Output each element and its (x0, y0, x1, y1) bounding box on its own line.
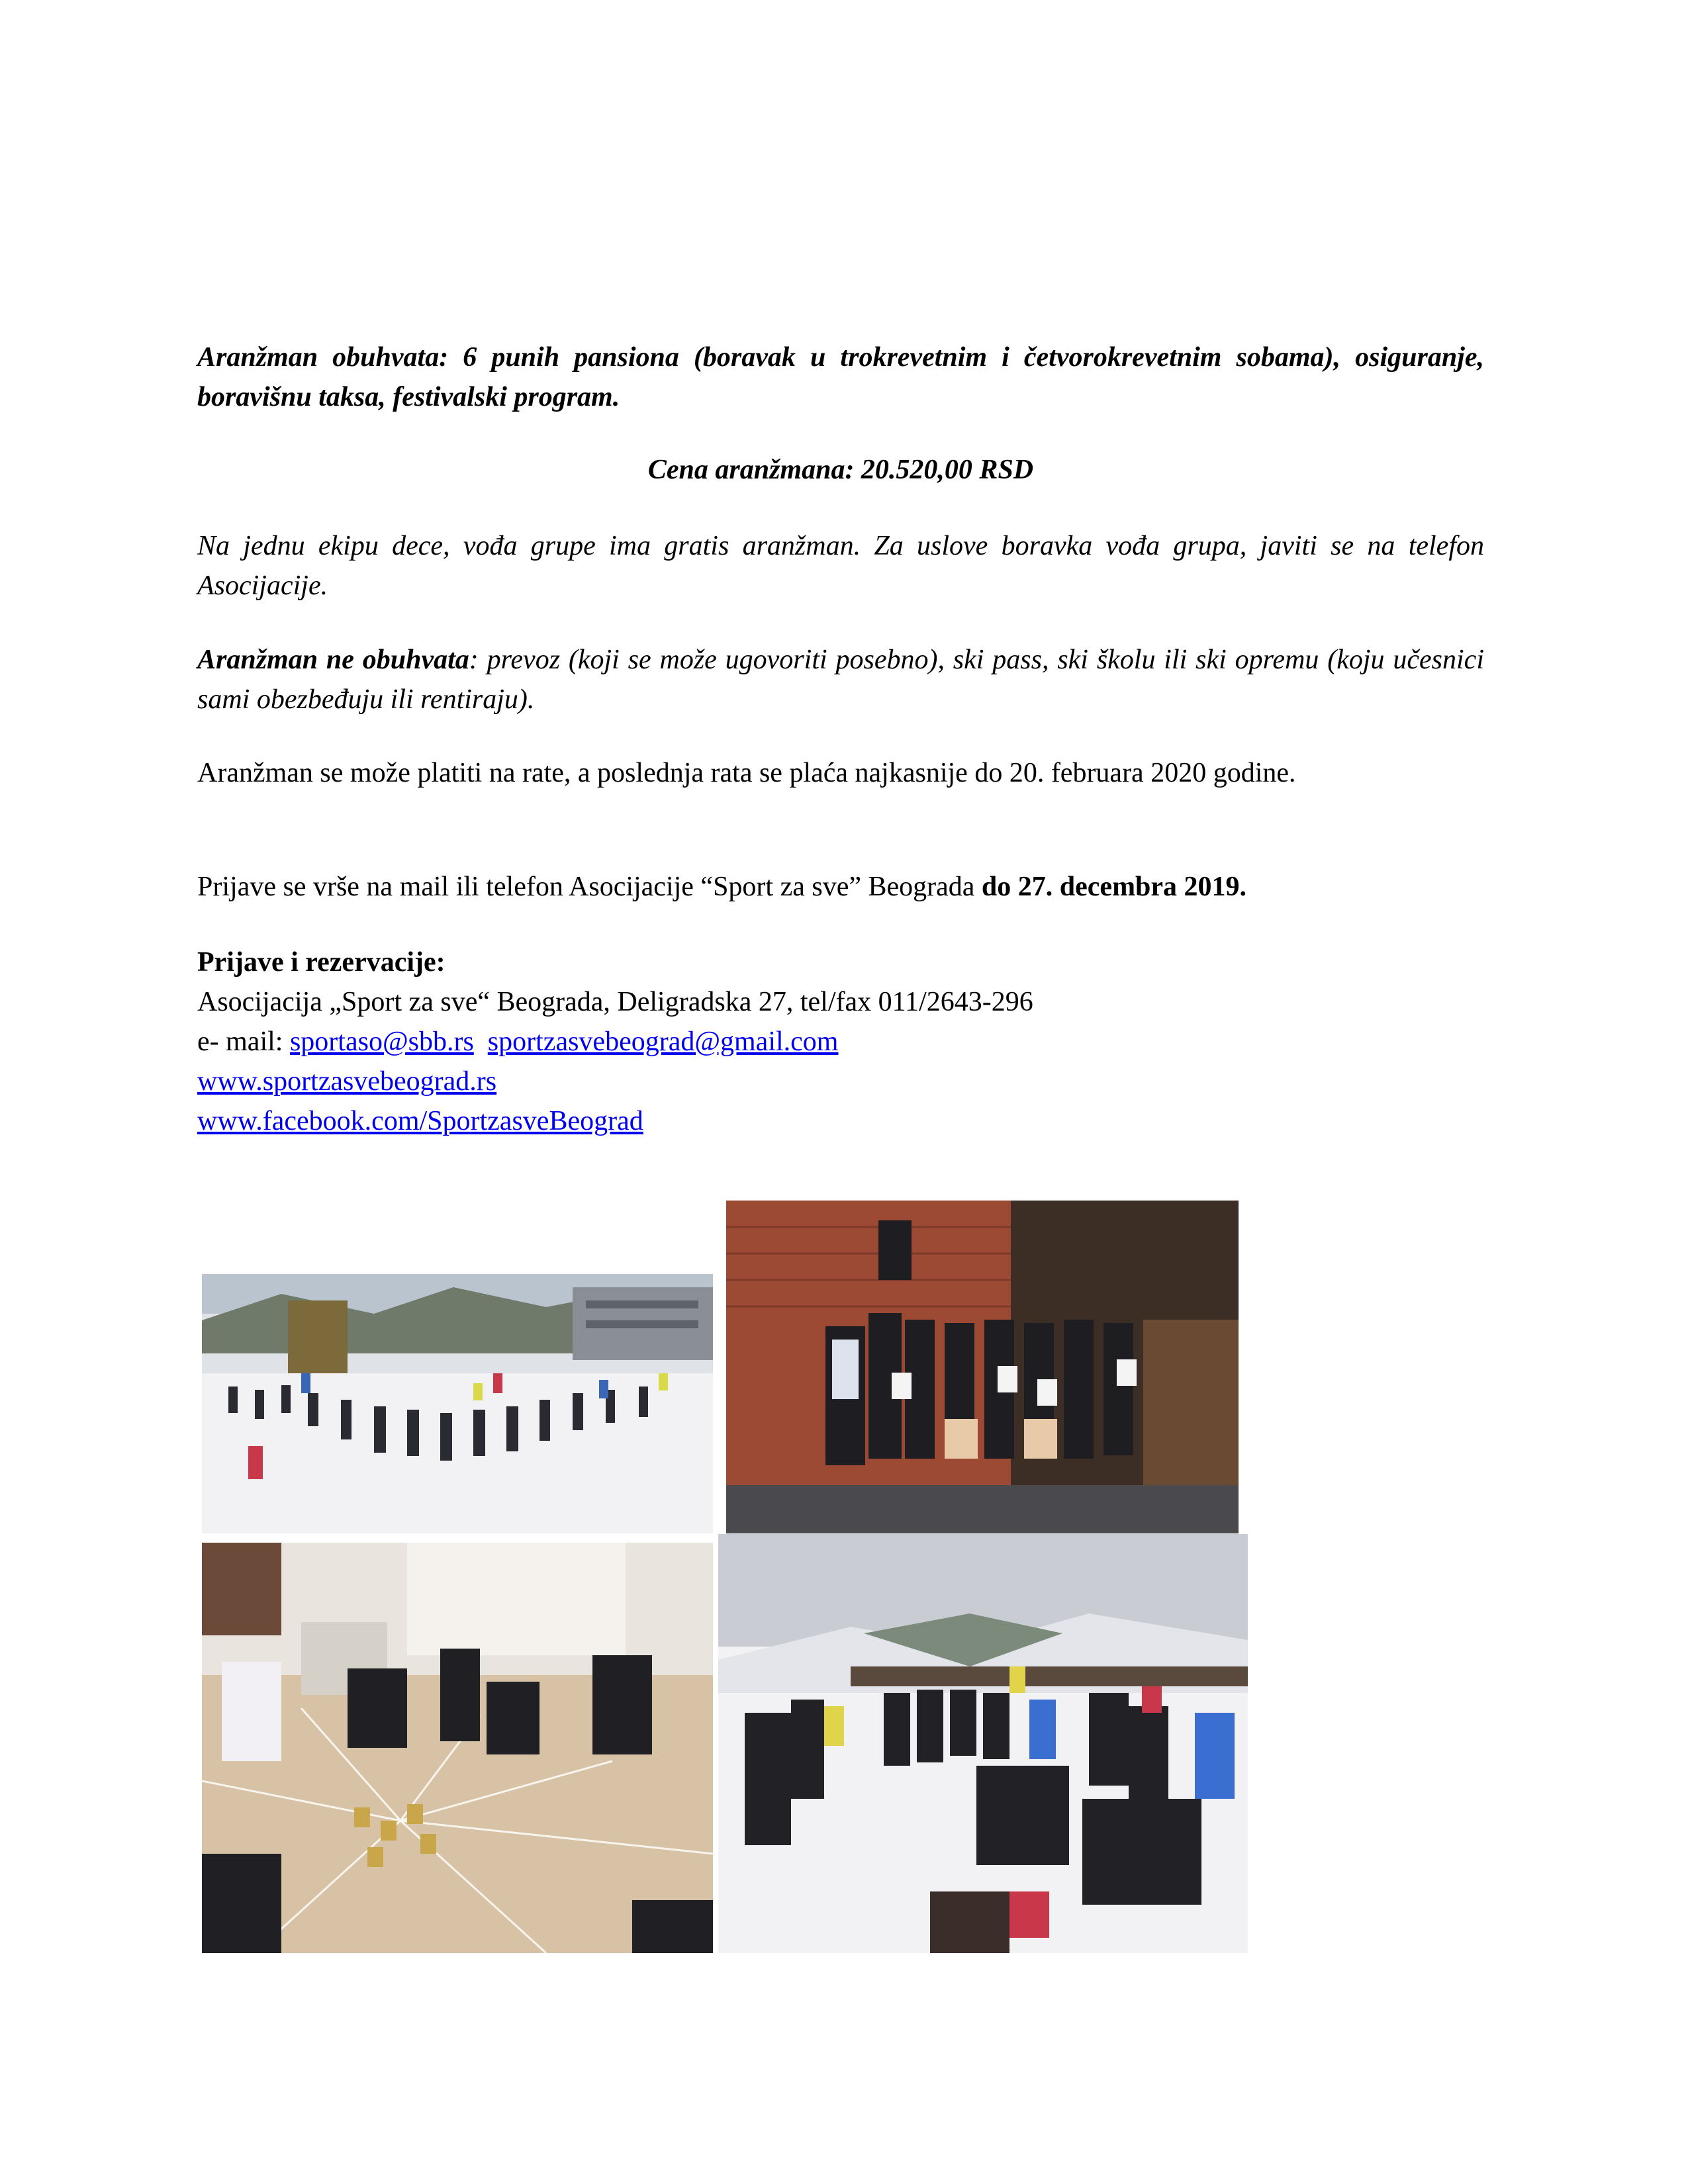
email-link-gmail[interactable]: sportzasvebeograd@gmail.com (487, 1026, 839, 1057)
price-paragraph (197, 450, 1484, 490)
deadline-text: Prijave se vrše na mail ili telefon Asocijacije “Sport za sve” Beograda (197, 872, 982, 902)
photo-indoor-group (726, 1201, 1239, 1533)
excludes-paragraph (197, 640, 1484, 719)
includes-paragraph (197, 338, 1484, 417)
email-link-sportaso[interactable]: sportaso@sbb.rs (289, 1026, 474, 1057)
contacts-heading: Prijave i rezervacije: (197, 947, 445, 978)
photo-indoor-game (202, 1543, 713, 1953)
excludes-text: : prevoz (koji se može ugovoriti posebno), ski pass, ski školu ili ski opremu (koju učesnici sami obezbeđuju ili rentiraju). (197, 645, 1484, 715)
leader-note-text: Na jednu ekipu dece, vođa grupe ima gratis aranžman. Za uslove boravka vođa grupa, javiti se na telefon Asocijacije. (197, 531, 1484, 601)
leader-note-paragraph (197, 526, 1484, 606)
contacts-address: Asocijacija „Sport za sve“ Beograda, Deligradska 27, tel/fax 011/2643-296 (197, 987, 1033, 1017)
includes-text: Aranžman obuhvata: 6 punih pansiona (boravak u trokrevetnim i četvorokrevetnim sobama), osiguranje, boravišnu taksa, festivalski program. (197, 342, 1484, 412)
contacts-block (197, 942, 1484, 1141)
price-text: Cena aranžmana: 20.520,00 RSD (647, 455, 1034, 485)
installments-paragraph (197, 753, 1484, 793)
photo-tug-of-war (718, 1534, 1248, 1953)
website-link[interactable]: www.sportzasvebeograd.rs (197, 1066, 497, 1097)
deadline-date: do 27. decembra 2019. (981, 872, 1247, 902)
installments-text: Aranžman se može platiti na rate, a poslednja rata se plaća najkasnije do 20. februara 2020 godine. (197, 758, 1296, 788)
email-label: e- mail: (197, 1026, 290, 1057)
photo-snow-gathering (202, 1274, 713, 1533)
excludes-label: Aranžman ne obuhvata (197, 645, 469, 675)
facebook-link[interactable]: www.facebook.com/SportzasveBeograd (197, 1106, 643, 1136)
deadline-paragraph (197, 867, 1484, 907)
